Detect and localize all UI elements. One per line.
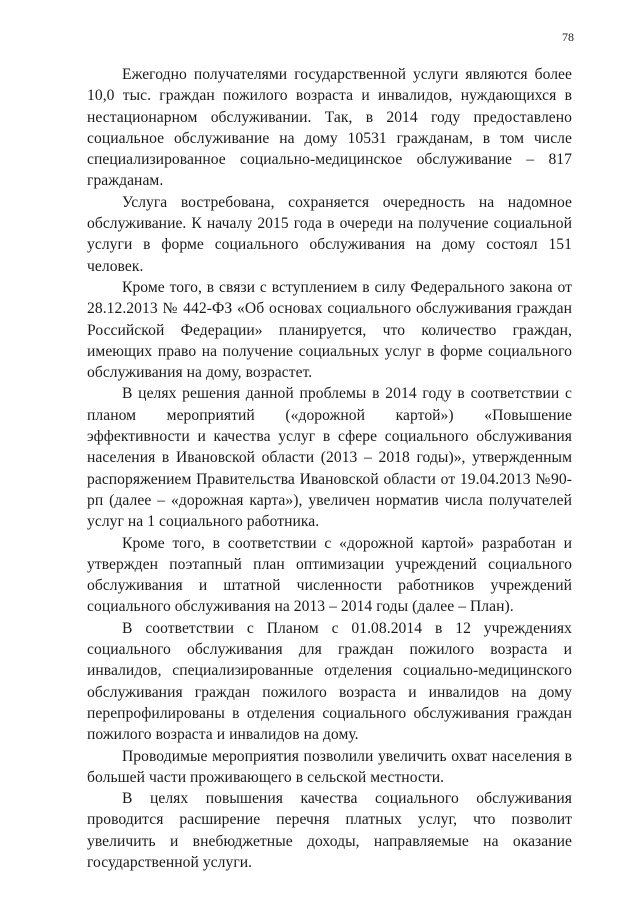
- paragraph-paid-services: В целях повышения качества социального обслуживания проводится расширение перечня платных услуг, что позволит увеличить и внебюджетные доходы, направляемые на оказание государственной услуги.: [87, 790, 572, 871]
- paragraph-coverage: Проводимые мероприятия позволили увеличить охват населения в большей части проживающего в сельской местности.: [87, 747, 572, 786]
- paragraph-optimization-plan: Кроме того, в соответствии с «дорожной картой» разработан и утвержден поэтапный план оптимизации учреждений социального обслуживания и штатной численности работников учреждений социального обслуживания на 2013 – 2014 годы (далее – План).: [87, 534, 572, 616]
- paragraph-demand-queue: Услуга востребована, сохраняется очередность на надомное обслуживание. К началу 2015 года в очереди на получение социальной услуги в форме социального обслуживания на дому состоял 151 человек.: [87, 193, 572, 275]
- paragraph-road-map: В целях решения данной проблемы в 2014 году в соответствии с планом мероприятий («дорожной картой») «Повышение эффективности и качества услуг в сфере социального обслуживания населения в Ивановской области (2013 – 2018 годы)», утвержденным распоряжением Правительства Ивановской области от 19.04.2013 №90-рп (далее – «дорожная карта»), увеличен норматив числа получателей услуг на 1 социального работника.: [87, 385, 572, 531]
- paragraph-reorganization: В соответствии с Планом с 01.08.2014 в 12 учреждениях социального обслуживания для граждан пожилого возраста и инвалидов, специализированные отделения социально-медицинского обслуживания граждан пожилого возраста и инвалидов на дому перепрофилированы в отделения социального обслуживания граждан пожилого возраста и инвалидов на дому.: [87, 619, 572, 744]
- paragraph-federal-law: Кроме того, в связи с вступлением в силу Федерального закона от 28.12.2013 № 442-ФЗ «Об основах социального обслуживания граждан Российской Федерации» планируется, что количество граждан, имеющих право на получение социальных услуг в форме социального обслуживания на дому, возрастет.: [87, 278, 572, 382]
- paragraph-recipients: Ежегодно получателями государственной услуги являются более 10,0 тыс. граждан пожилого возраста и инвалидов, нуждающихся в нестационарном обслуживании. Так, в 2014 году предоставлено социальное обслуживание на дому 10531 гражданам, в том числе специализированное социально-медицинское обслуживание – 817 гражданам.: [87, 66, 572, 190]
- page-number: 78: [562, 30, 574, 44]
- document-body: [87, 64, 572, 873]
